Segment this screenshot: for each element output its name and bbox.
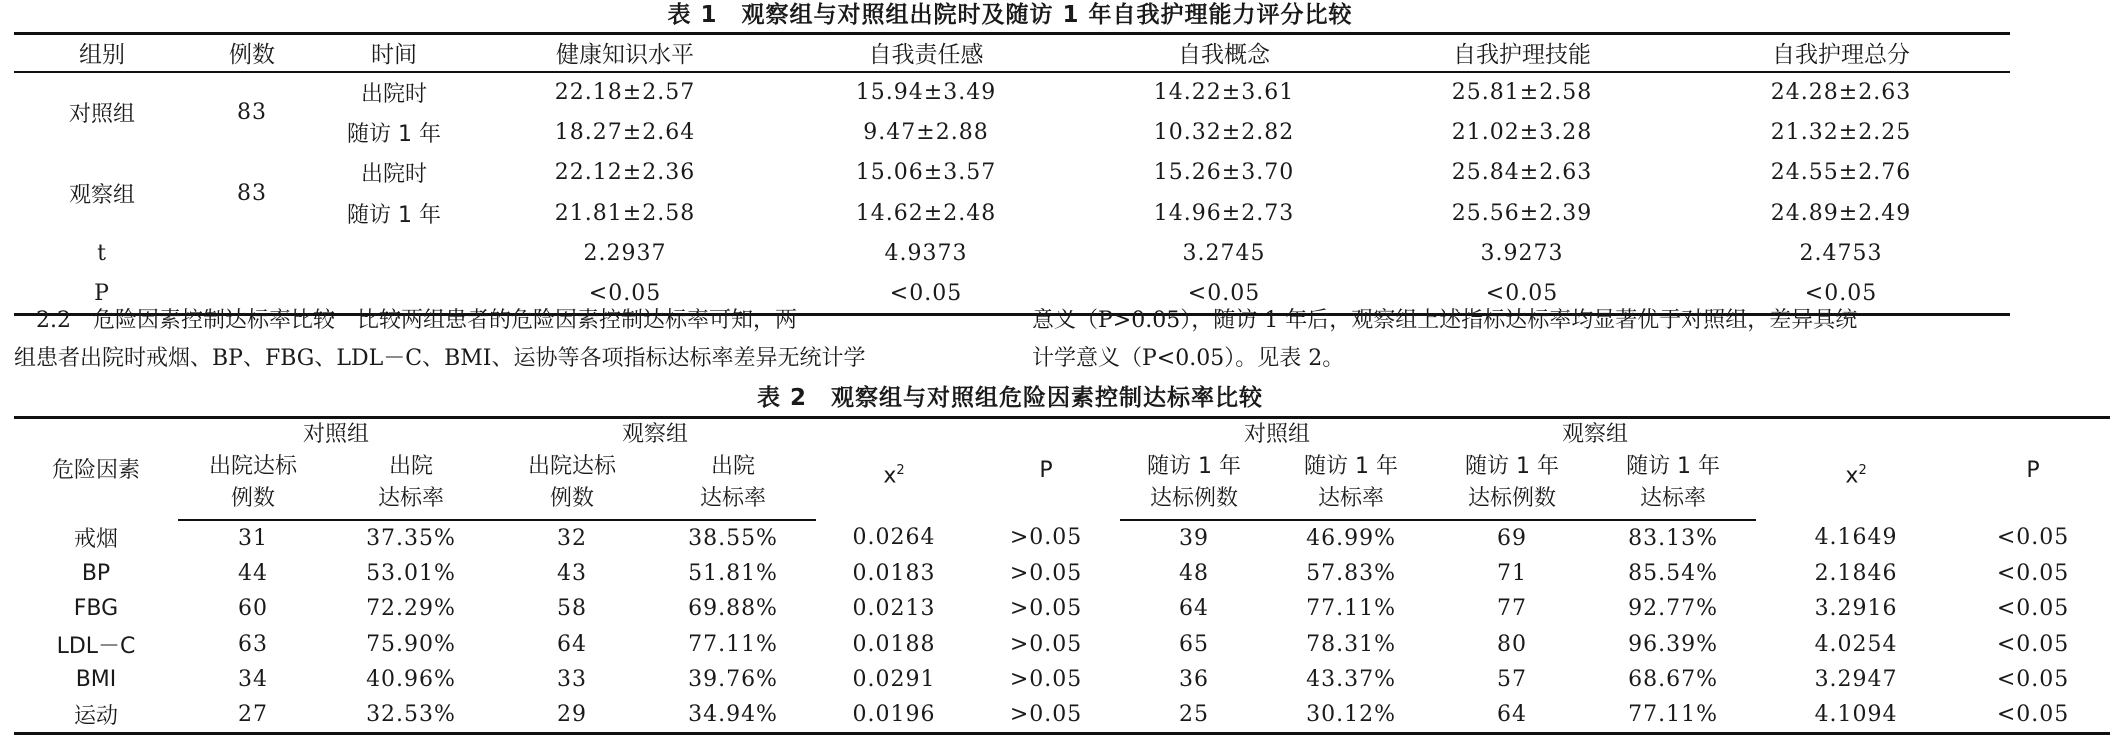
- group-count: 83: [237, 100, 267, 125]
- header-p: P: [972, 418, 1120, 521]
- discharge-rate: 38.55%: [688, 525, 778, 551]
- table1-header-row: [14, 34, 2010, 72]
- score-cell: 21.02±3.28: [1451, 119, 1593, 145]
- discharge-count: 33: [557, 667, 588, 693]
- chi-square-value: 4.0254: [1814, 631, 1898, 657]
- discharge-rate: 69.88%: [688, 596, 778, 622]
- header-observe-group: 观察组: [494, 418, 816, 452]
- score-cell: 24.55±2.76: [1770, 160, 1912, 186]
- score-cell: 14.62±2.48: [855, 200, 997, 226]
- table-row: [14, 193, 2010, 234]
- header-self-care-skill: 自我护理技能: [1372, 34, 1672, 72]
- follow-count: 57: [1497, 667, 1528, 693]
- risk-factor-name: FBG: [73, 596, 119, 622]
- follow-rate: 46.99%: [1306, 525, 1396, 551]
- follow-count: 39: [1179, 525, 1210, 551]
- header-chi-square: $x^2$: [1756, 418, 1956, 521]
- score-cell: 15.06±3.57: [855, 160, 997, 186]
- body-paragraph: [14, 302, 2010, 380]
- follow-count: 64: [1434, 698, 1590, 734]
- p-value: >0.05: [1009, 560, 1083, 586]
- follow-rate: 78.31%: [1306, 631, 1396, 657]
- score-cell: 25.56±2.39: [1451, 200, 1593, 226]
- score-cell: 22.12±2.36: [554, 160, 696, 186]
- t-label: t: [97, 241, 107, 267]
- follow-count: 36: [1179, 667, 1210, 693]
- header-follow-rate-2: 达标率: [1590, 483, 1756, 520]
- p-value: <0.05: [1956, 698, 2110, 734]
- header-follow-count: 随访 1 年: [1147, 454, 1242, 479]
- time-label: 随访 1 年: [347, 202, 441, 228]
- header-self-responsibility: 自我责任感: [776, 34, 1076, 72]
- header-risk-factor: 危险因素: [14, 418, 178, 521]
- time-label: 出院时: [360, 162, 427, 188]
- p-value: >0.05: [1009, 667, 1083, 693]
- discharge-count: 32: [557, 525, 588, 551]
- discharge-rate: 53.01%: [366, 560, 456, 586]
- table-row: [14, 698, 2110, 734]
- follow-count: 80: [1497, 631, 1528, 657]
- table1: [14, 32, 2010, 316]
- score-cell: 21.81±2.58: [554, 200, 696, 226]
- header-time: 时间: [314, 34, 474, 72]
- score-cell: 14.22±3.61: [1153, 79, 1295, 105]
- p-value: >0.05: [1009, 525, 1083, 551]
- table2-header-row-1: [14, 418, 2110, 452]
- header-control-group: 对照组: [178, 418, 494, 452]
- score-cell: 21.32±2.25: [1770, 119, 1912, 145]
- chi-square-value: 4.1649: [1814, 525, 1898, 551]
- t-value: 2.4753: [1799, 241, 1883, 267]
- table1-caption: 表 1 观察组与对照组出院时及随访 1 年自我护理能力评分比较: [667, 2, 1353, 28]
- follow-count: 71: [1497, 560, 1528, 586]
- header-follow-rate-2: 达标率: [1268, 483, 1434, 520]
- follow-count: 65: [1179, 631, 1210, 657]
- discharge-count: 34: [238, 667, 268, 693]
- table-row: [14, 72, 2010, 113]
- follow-rate: 96.39%: [1628, 631, 1718, 657]
- score-cell: 22.18±2.57: [554, 79, 696, 105]
- header-follow-rate: 随访 1 年: [1304, 454, 1399, 479]
- discharge-count: 29: [494, 698, 650, 734]
- p-value: <0.05: [1996, 596, 2070, 622]
- table-row: [14, 662, 2110, 698]
- chi-square-value: 2.1846: [1814, 560, 1898, 586]
- chi-square-value: 0.0291: [852, 667, 936, 693]
- follow-rate: 85.54%: [1628, 560, 1718, 586]
- discharge-count: 31: [238, 525, 268, 551]
- header-follow-count: 随访 1 年: [1465, 454, 1560, 479]
- p-value: <0.05: [1996, 667, 2070, 693]
- p-value: <0.05: [1076, 274, 1372, 315]
- chi-square-value: 3.2916: [1814, 596, 1898, 622]
- header-follow-count-2: 达标例数: [1434, 483, 1590, 520]
- p-value: <0.05: [1996, 560, 2070, 586]
- risk-factor-name: LDL－C: [56, 633, 136, 659]
- discharge-rate: 72.29%: [366, 596, 456, 622]
- score-cell: 15.94±3.49: [855, 79, 997, 105]
- follow-rate: 43.37%: [1306, 667, 1396, 693]
- risk-factor-name: 运动: [14, 698, 178, 734]
- t-value: 2.2937: [583, 241, 667, 267]
- table-row: [14, 112, 2010, 153]
- table-row: [14, 556, 2110, 592]
- score-cell: 15.26±3.70: [1153, 160, 1295, 186]
- discharge-rate: 75.90%: [366, 631, 456, 657]
- header-discharge-rate: 出院: [389, 454, 434, 479]
- score-cell: 24.89±2.49: [1770, 200, 1912, 226]
- discharge-count: 60: [238, 596, 268, 622]
- group-name: 观察组: [68, 182, 135, 208]
- p-value: <0.05: [1372, 274, 1672, 315]
- follow-rate: 83.13%: [1628, 525, 1718, 551]
- follow-rate: 77.11%: [1590, 698, 1756, 734]
- group-count: 83: [237, 180, 267, 206]
- discharge-rate: 77.11%: [688, 631, 778, 657]
- paragraph-line: 组患者出院时戒烟、BP、FBG、LDL－C、BMI、运协等各项指标达标率差异无统计学: [14, 346, 866, 371]
- header-discharge-rate-2: 达标率: [328, 483, 494, 520]
- header-follow-count-2: 达标例数: [1120, 483, 1268, 520]
- follow-count: 77: [1497, 596, 1528, 622]
- header-health-knowledge: 健康知识水平: [474, 34, 776, 72]
- discharge-count: 64: [557, 631, 588, 657]
- t-statistic-row: [14, 234, 2010, 275]
- p-value: <0.05: [776, 274, 1076, 315]
- follow-rate: 30.12%: [1268, 698, 1434, 734]
- paragraph-line: 计学意义（P<0.05）。见表 2。: [1032, 346, 1345, 371]
- score-cell: 9.47±2.88: [863, 119, 989, 145]
- chi-square-value: 0.0213: [852, 596, 936, 622]
- header-discharge-rate: 出院: [711, 454, 756, 479]
- header-discharge-rate-2: 达标率: [650, 483, 816, 520]
- header-discharge-count-2: 例数: [494, 483, 650, 520]
- table2-caption: 表 2 观察组与对照组危险因素控制达标率比较: [756, 385, 1263, 411]
- header-self-concept: 自我概念: [1076, 34, 1372, 72]
- discharge-count: 58: [557, 596, 588, 622]
- paragraph-right-column: [1032, 302, 2012, 378]
- header-discharge-count-2: 例数: [178, 483, 328, 520]
- score-cell: 25.81±2.58: [1451, 79, 1593, 105]
- time-label: 出院时: [360, 81, 427, 107]
- chi-square-value: 0.0264: [852, 525, 936, 551]
- t-value: 3.2745: [1182, 241, 1266, 267]
- risk-factor-name: BP: [81, 560, 111, 586]
- discharge-rate: 32.53%: [328, 698, 494, 734]
- chi-square-value: 3.2947: [1814, 667, 1898, 693]
- follow-count: 64: [1179, 596, 1210, 622]
- header-chi-square: $x^2$: [816, 418, 972, 521]
- table2: [14, 416, 2110, 735]
- table-row: [14, 627, 2110, 663]
- group-name: 对照组: [68, 102, 135, 127]
- paragraph-line: 2.2 危险因素控制达标率比较 比较两组患者的危险因素控制达标率可知，两: [14, 308, 797, 333]
- table-row: [14, 591, 2110, 627]
- follow-rate: 77.11%: [1306, 596, 1396, 622]
- p-value: <0.05: [1996, 631, 2070, 657]
- follow-count: 48: [1179, 560, 1210, 586]
- follow-count: 25: [1120, 698, 1268, 734]
- discharge-rate: 39.76%: [688, 667, 778, 693]
- header-self-care-total: 自我护理总分: [1672, 34, 2010, 72]
- p-value: >0.05: [1009, 596, 1083, 622]
- header-discharge-count: 出院达标: [208, 454, 297, 479]
- score-cell: 14.96±2.73: [1153, 200, 1295, 226]
- paragraph-left-column: [14, 302, 994, 378]
- table-row: [14, 153, 2010, 194]
- header-observe-group: 观察组: [1434, 418, 1756, 452]
- discharge-rate: 40.96%: [366, 667, 456, 693]
- discharge-rate: 51.81%: [688, 560, 778, 586]
- p-value: <0.05: [474, 274, 776, 315]
- header-count: 例数: [190, 34, 314, 72]
- follow-count: 69: [1497, 525, 1528, 551]
- header-control-group: 对照组: [1120, 418, 1434, 452]
- risk-factor-name: BMI: [75, 667, 117, 693]
- discharge-count: 63: [238, 631, 268, 657]
- score-cell: 25.84±2.63: [1451, 160, 1593, 186]
- chi-square-value: 0.0196: [816, 698, 972, 734]
- discharge-count: 27: [178, 698, 328, 734]
- chi-square-value: 4.1094: [1756, 698, 1956, 734]
- p-value: >0.05: [972, 698, 1120, 734]
- p-label: P: [14, 274, 190, 315]
- paragraph-line: 意义（P>0.05），随访 1 年后，观察组上述指标达标率均显著优于对照组，差异具统: [1032, 308, 1858, 333]
- score-cell: 10.32±2.82: [1153, 119, 1295, 145]
- score-cell: 24.28±2.63: [1770, 79, 1912, 105]
- follow-rate: 57.83%: [1306, 560, 1396, 586]
- t-value: 3.9273: [1480, 241, 1564, 267]
- header-group: 组别: [14, 34, 190, 72]
- header-follow-rate: 随访 1 年: [1626, 454, 1721, 479]
- discharge-count: 43: [557, 560, 588, 586]
- table-row: [14, 520, 2110, 556]
- score-cell: 18.27±2.64: [554, 119, 696, 145]
- p-value: >0.05: [1009, 631, 1083, 657]
- t-value: 4.9373: [884, 241, 968, 267]
- p-value: <0.05: [1996, 525, 2070, 551]
- follow-rate: 68.67%: [1628, 667, 1718, 693]
- header-discharge-count: 出院达标: [528, 454, 617, 479]
- discharge-count: 44: [238, 560, 268, 586]
- time-label: 随访 1 年: [347, 121, 441, 147]
- discharge-rate: 34.94%: [650, 698, 816, 734]
- discharge-rate: 37.35%: [366, 525, 456, 551]
- chi-square-value: 0.0183: [852, 560, 936, 586]
- follow-rate: 92.77%: [1628, 596, 1718, 622]
- header-p: P: [1956, 418, 2110, 521]
- chi-square-value: 0.0188: [852, 631, 936, 657]
- risk-factor-name: 戒烟: [73, 527, 118, 553]
- p-value: <0.05: [1672, 274, 2010, 315]
